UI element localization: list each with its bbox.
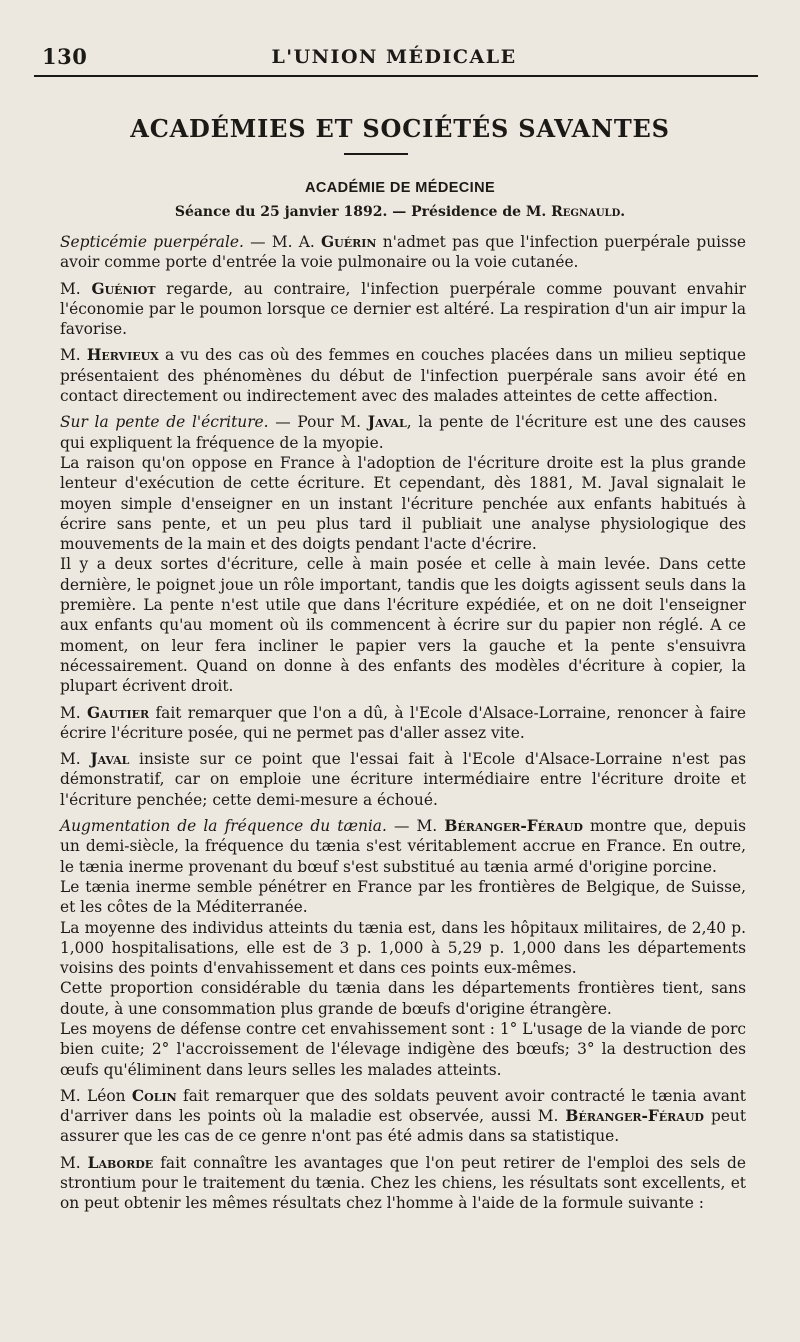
speaker-name: Laborde — [87, 1153, 154, 1172]
paragraph-prefix: M. Léon — [60, 1086, 132, 1105]
paragraph-text: regarde, au contraire, l'infection puerpérale comme pouvant envahir l'économie par le poumon lorsque ce dernier est altéré. La respiration d'un air impur la favorise. — [60, 279, 747, 339]
paragraph-septicemie — [60, 232, 746, 273]
paragraph-gautier — [60, 703, 746, 744]
topic-heading: Septicémie puerpérale. — [60, 233, 244, 251]
speaker-name: Béranger-Féraud — [444, 817, 583, 836]
article-body — [60, 232, 746, 1220]
paragraph-laborde — [60, 1153, 746, 1214]
paragraph-text: , la pente de l'écriture est une des causes qui expliquent la fréquence de la myopie. — [60, 413, 746, 452]
paragraph-hervieux — [60, 345, 746, 406]
speaker-name: Guérin — [321, 233, 377, 251]
paragraph-text: insiste sur ce point que l'essai fait à l'Ecole d'Alsace-Lorraine n'est pas démonstratif, car on emploie une écriture intermédiaire entre l'écriture droite et l'écriture penchée; cette demi-mesure a échoué. — [60, 750, 746, 809]
paragraph-dash: — M. — [386, 817, 445, 836]
header-rule — [34, 75, 758, 77]
paragraph-prefix: M. — [60, 750, 91, 769]
speaker-name: Béranger-Féraud — [565, 1107, 704, 1126]
paragraph-prefix: M. — [60, 279, 92, 298]
paragraph-text-block: La moyenne des individus atteints du tænia est, dans les hôpitaux militaires, de 2,40 p. 1,000 hospitalisations, elle est de 3 p. 1,000 à 5,29 p. 1,000 dans les départements voisins des points d'envahissement et dans ces points eux-mêmes. — [60, 918, 746, 978]
paragraph-colin — [60, 1086, 746, 1147]
section-rule — [344, 153, 408, 155]
paragraph-text: fait remarquer que l'on a dû, à l'Ecole d'Alsace-Lorraine, renoncer à faire écrire l'écriture posée, qui ne permet pas d'aller assez vite. — [60, 703, 746, 742]
paragraph-text: fait connaître les avantages que l'on peut retirer de l'emploi des sels de strontium pour le traitement du tænia. Chez les chiens, les résultats sont excellents, et on peut obtenir les mêmes résultats chez l'homme à l'aide de la formule suivante : — [60, 1153, 746, 1213]
paragraph-text: fait remarquer que des soldats peuvent avoir contracté le tænia avant d'arriver dans les points où la maladie est observée, aussi M. — [60, 1086, 746, 1126]
running-head — [38, 44, 750, 74]
speaker-name: Javal — [90, 750, 130, 769]
paragraph-text: montre que, depuis un demi-siècle, la fréquence du tænia s'est véritablement accrue en France. En outre, le tænia inerme provenant du bœuf s'est substitué au tænia armé d'origine porcine. — [60, 817, 747, 876]
paragraph-text-block: Cette proportion considérable du tænia dans les départements frontières tient, sans doute, à une consommation plus grande de bœufs d'origine étrangère. — [60, 979, 746, 1018]
session-president: Regnauld — [551, 204, 621, 220]
paragraph-prefix: M. — [60, 1153, 88, 1172]
section-title: ACADÉMIES ET SOCIÉTÉS SAVANTES — [130, 114, 670, 143]
speaker-name: Guéniot — [91, 279, 156, 298]
paragraph-text: a vu des cas où des femmes en couches placées dans un milieu septique présentaient des phénomènes du début de l'infection puerpérale sans avoir été en contact directement ou indirectement avec des malades atteintes de cette affection. — [60, 346, 746, 406]
paragraph-text: n'admet pas que l'infection puerpérale puisse avoir comme porte d'entrée la voie pulmonaire ou la voie cutanée. — [60, 233, 746, 272]
paragraph-text-block: Les moyens de défense contre cet envahissement sont : 1° L'usage de la viande de porc bien cuite; 2° l'accroissement de l'élevage indigène des bœufs; 3° la destruction des œufs qu'éliminent dans leurs selles les malades atteints. — [60, 1019, 746, 1079]
paragraph-prefix: M. — [60, 703, 87, 722]
paragraph-text: peut assurer que les cas de ce genre n'ont pas été admis dans sa statistique. — [60, 1107, 747, 1146]
session-prefix: Séance du 25 janvier 1892. — Présidence de M. — [174, 204, 552, 220]
paragraph-ecriture — [60, 412, 746, 453]
paragraph-dash: — M. A. — [243, 233, 322, 251]
paragraph-text-block: Le tænia inerme semble pénétrer en France par les frontières de Belgique, de Suisse, et les côtes de la Méditerranée. — [60, 877, 746, 917]
paragraph-prefix: M. — [60, 346, 87, 365]
speaker-name: Hervieux — [86, 346, 159, 365]
session-line — [0, 204, 800, 220]
speaker-name: Gautier — [87, 703, 150, 722]
page-number: 130 — [42, 44, 88, 69]
paragraph-dash: — Pour M. — [268, 413, 368, 432]
session-suffix: . — [620, 204, 626, 220]
paragraph-javal — [60, 749, 746, 810]
academy-title: ACADÉMIE DE MÉDECINE — [304, 180, 496, 196]
topic-heading: Sur la pente de l'écriture. — [60, 413, 269, 432]
paragraph-text-block: La raison qu'on oppose en France à l'adoption de l'écriture droite est la plus grande lenteur d'exécution de cette écriture. Et cependant, dès 1881, M. Javal signalait le moyen simple d'enseigner en un instant l'écriture penchée aux enfants habitués à écrire sans pente, et un peu plus tard il publiait une analyse physiologique des mouvements de la main et des doigts pendant l'acte d'écrire. — [60, 453, 746, 554]
speaker-name: Colin — [131, 1086, 177, 1105]
paragraph-taenia — [60, 816, 746, 877]
topic-heading: Augmentation de la fréquence du tænia. — [60, 817, 387, 836]
speaker-name: Javal — [367, 413, 407, 432]
paragraph-text-block: Il y a deux sortes d'écriture, celle à main posée et celle à main levée. Dans cette dernière, le poignet joue un rôle important, tandis que les doigts agissent seuls dans la première. La pente n'est utile que dans l'écriture expédiée, et on ne doit l'enseigner aux enfants qu'au moment où ils commencent à écrire sur du papier non réglé. A ce moment, on leur fera incliner le papier vers la gauche et la pente s'ensuivra nécessairement. Quand on donne à des enfants des modèles d'écriture à copier, la plupart écrivent droit. — [60, 555, 746, 696]
paragraph-gueniot — [60, 279, 746, 340]
journal-title: L'UNION MÉDICALE — [271, 46, 517, 68]
